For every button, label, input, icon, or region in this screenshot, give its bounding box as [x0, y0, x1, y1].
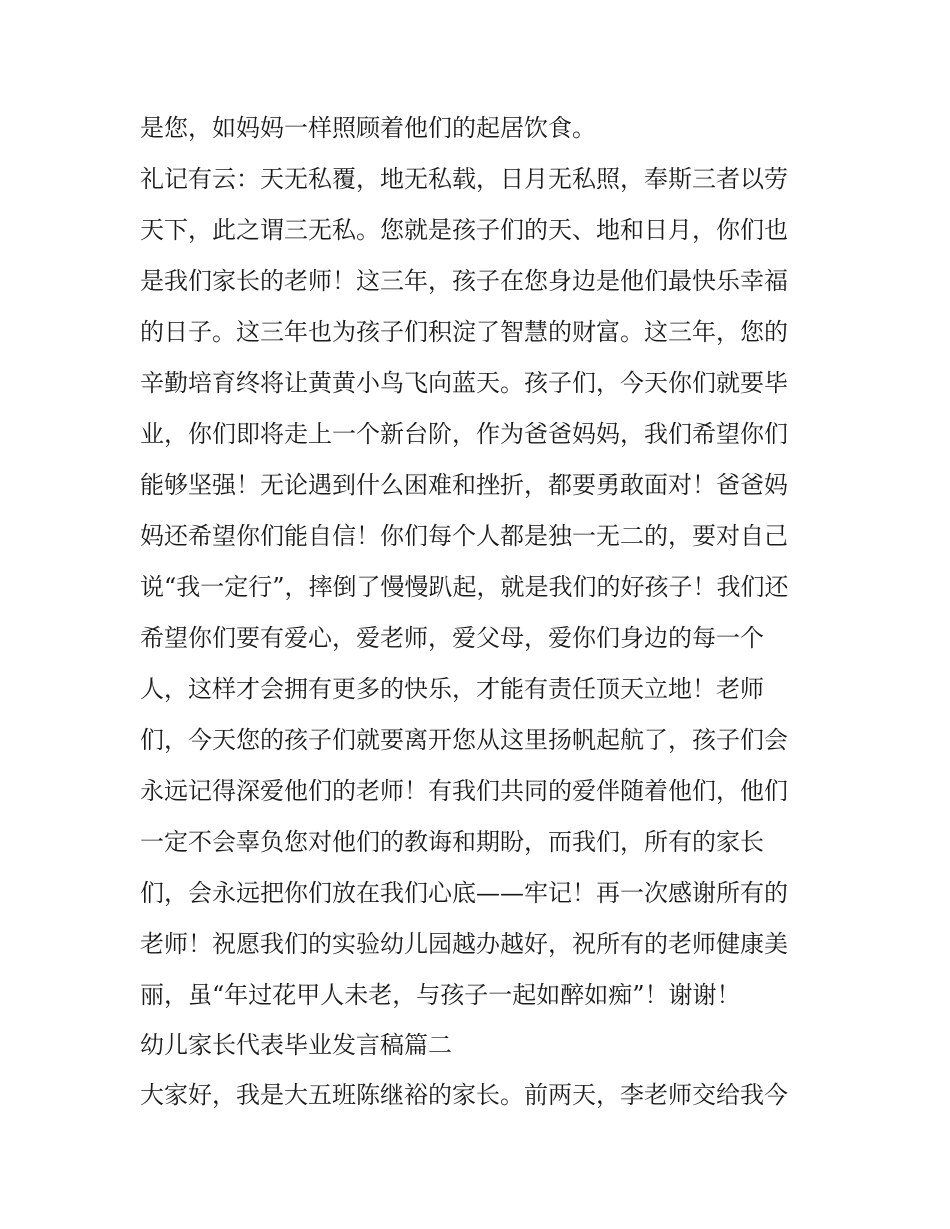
paragraph-line: 是您，如妈妈一样照顾着他们的起居饮食。 [140, 114, 596, 142]
paragraph-line: 一定不会辜负您对他们的教诲和期盼，而我们，所有的家长 [140, 828, 764, 856]
paragraph-line: 能够坚强！无论遇到什么困难和挫折，都要勇敢面对！爸爸妈 [140, 471, 788, 499]
paragraph-line: 们，会永远把你们放在我们心底——牢记！再一次感谢所有的 [140, 879, 788, 907]
paragraph-line: 老师！祝愿我们的实验幼儿园越办越好，祝所有的老师健康美 [140, 930, 788, 958]
paragraph-line: 的日子。这三年也为孩子们积淀了智慧的财富。这三年，您的 [140, 318, 788, 346]
paragraph-line: 人，这样才会拥有更多的快乐，才能有责任顶天立地！老师 [140, 675, 764, 703]
paragraph-line: 业，你们即将走上一个新台阶，作为爸爸妈妈，我们希望你们 [140, 420, 788, 448]
paragraph-line: 妈还希望你们能自信！你们每个人都是独一无二的，要对自己 [140, 522, 788, 550]
paragraph-line: 们，今天您的孩子们就要离开您从这里扬帆起航了，孩子们会 [140, 726, 788, 754]
paragraph-line: 天下，此之谓三无私。您就是孩子们的天、地和日月，你们也 [140, 216, 788, 244]
paragraph-line: 丽，虽“年过花甲人未老，与孩子一起如醉如痴”！谢谢！ [140, 981, 741, 1009]
paragraph-line: 希望你们要有爱心，爱老师，爱父母，爱你们身边的每一个 [140, 624, 764, 652]
section-heading: 幼儿家长代表毕业发言稿篇二 [140, 1031, 452, 1059]
paragraph-line: 辛勤培育终将让黄黄小鸟飞向蓝天。孩子们，今天你们就要毕 [140, 369, 788, 397]
paragraph-line: 礼记有云：天无私覆，地无私载，日月无私照，奉斯三者以劳 [140, 165, 788, 193]
paragraph-line: 是我们家长的老师！这三年，孩子在您身边是他们最快乐幸福 [140, 267, 788, 295]
paragraph-line: 说“我一定行”，摔倒了慢慢趴起，就是我们的好孩子！我们还 [140, 573, 789, 601]
paragraph-line: 永远记得深爱他们的老师！有我们共同的爱伴随着他们，他们 [140, 777, 788, 805]
paragraph-line: 大家好，我是大五班陈继裕的家长。前两天，李老师交给我今 [140, 1081, 788, 1109]
